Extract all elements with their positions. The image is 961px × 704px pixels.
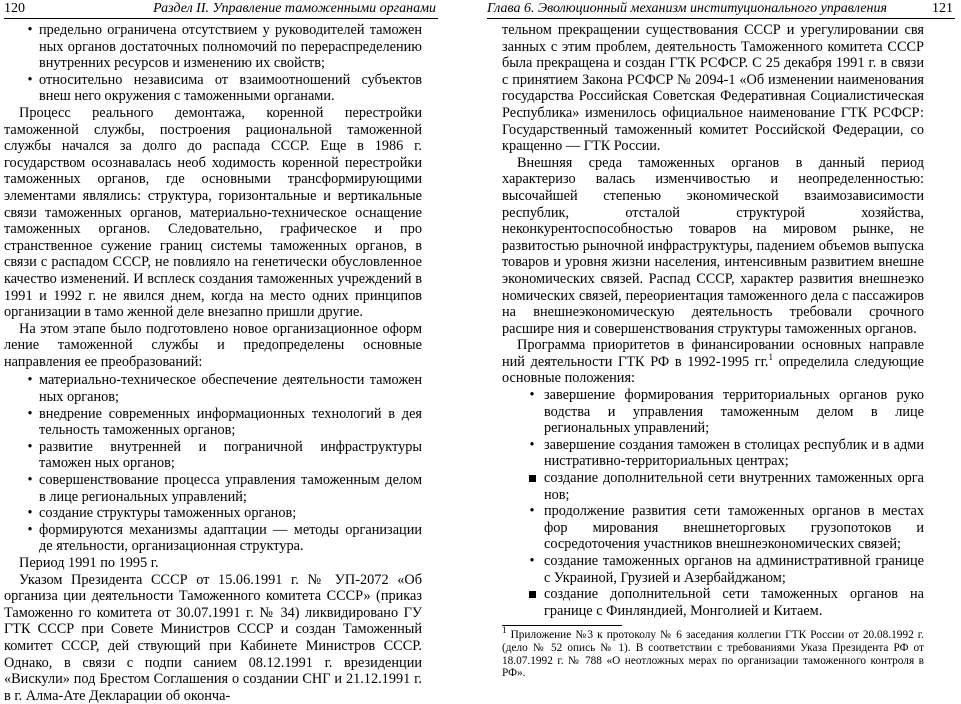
list-item: • совершенствование процесса управления таможенным делом в лице региональных управлений; [27, 472, 422, 505]
right-page-body [502, 22, 924, 680]
left-paragraph-3: Указом Президента СССР от 15.06.1991 г. № УП-2072 «Об организа ции деятельности Таможенного комитета СССР» (приказ Таможенно го комитета от 30.07.1991 г. № 34) ликвидировано ГУ ГТК СССР при Совете Министров СССР и создан Таможенный комитет СССР, дей ствующий при Кабинете Министров СССР. Однако, в связи с подпи санием 08.12.1991 г. врезиденции «Вискули» под Брестом Соглашения о создании СНГ и 21.12.1991 г. в г. Алма-Ате Декларации об оконча- [4, 571, 422, 704]
list-item: создание дополнительной сети таможенных органов на границе с Финляндией, Монголией и Китаем. [502, 586, 924, 619]
right-page-number: 121 [932, 1, 953, 16]
list-item: • развитие внутренней и пограничной инфраструктуры таможен ных органов; [27, 438, 422, 472]
left-page-header [4, 0, 438, 19]
square-bullet-icon [526, 586, 538, 603]
list-item: • завершение формирования территориальных органов руко водства и управления таможенным делом в лице региональных управлений; [502, 387, 924, 437]
list-item: • завершение создания таможен в столицах республик и в адми нистративно-территориальных центрах; [502, 437, 924, 470]
right-running-head: Глава 6. Эволюционный механизм институционального управления [487, 1, 888, 16]
bullet-icon: • [529, 387, 535, 404]
list-item: • предельно ограничена отсутствием у руководителей таможен ных органов достаточных полномочий по перераспределению внутренних ресурсов и изменению их свойств; [27, 22, 422, 72]
square-bullet-icon [526, 470, 538, 487]
list-item: • создание таможенных органов на административной границе с Украиной, Грузией и Азербайджаном; [502, 553, 924, 586]
right-bullets [502, 387, 924, 619]
right-paragraph-2: Внешняя среда таможенных органов в данный период характеризо валась изменчивостью и неопределенностью: высочайшей степенью экономической взаимозависимости республик, отсталой структурой хозяйства, неконкурентоспособностью товаров на мировом рынке, не развитостью рыночной инфраструктуры, падением объемов выпуска товаров и уровня жизни населения, интенсивным развитием внешне экономических связей. Распад СССР, характер развития внешнеэко номических связей, переориентация таможенного дела с пассажиров на внешнеэкономическую деятельность требовали срочного расшире ния и совершенствования структуры таможенных органов. [502, 154, 924, 337]
footnote: $^1$ Приложение №3 к протоколу № 6 заседания коллегии ГТК России от 20.08.1992 г. (дело № 52 опись № 1). В соответствии с требованиями Указа Президента РФ от 18.07.1992 г. № 788 «О неотложных мерах по организации таможенного контроля в РФ». [502, 625, 924, 680]
left-paragraph-2: На этом этапе было подготовлено новое организационное оформ ление таможенной службы и предопределены основные направления ее преобразований: [4, 320, 422, 370]
footnote-divider [502, 625, 622, 626]
left-page-body [4, 22, 422, 704]
left-paragraph-1: Процесс реального демонтажа, коренной перестройки таможенной службы, построения рациональной таможенной службы начался за долго до распада СССР. Еще в 1986 г. государством осознавалась необ ходимость коренной перестройки таможенных органов, где основными трансформирующими элементами являлись: структура, горизонтальные и вертикальные связи таможенных органов, материально-техническое оснащение таможенных органов. Следовательно, графическое и про странственное сужение границ системы таможенных органов, в связи с распадом СССР, не повлияло на генетически обусловленное качество изменений. И всплеск создания таможенных учреждений в 1991 и 1992 г. не явился днем, когда на место одних принципов организации в тамо женной деле внезапно пришли другие. [4, 104, 422, 321]
bullet-icon: • [529, 436, 535, 453]
bullet-icon: • [529, 553, 535, 569]
left-page [0, 0, 474, 704]
left-running-head: Раздел II. Управление таможенными органами [153, 1, 436, 16]
list-item: • материально-техническое обеспечение деятельности таможен ных органов; [27, 372, 422, 406]
left-bullets-mid [4, 372, 422, 555]
right-page-header [487, 0, 955, 19]
footnote-ref: 1 [768, 352, 773, 363]
list-item: • создание структуры таможенных органов; [27, 505, 297, 522]
list-item: • продолжение развития сети таможенных органов в местах фор мирования внешнеторговых грузопотоков и сосредоточения участников внешнеэкономических связей; [502, 503, 924, 553]
right-paragraph-1: тельном прекращении существования СССР и урегулировании свя занных с этим проблем, деятельность Таможенного комитета СССР была прекращена и создан ГТК РСФСР. С 25 декабря 1991 г. в связи с принятием Закона РСФСР № 2094-1 «Об изменении наименования государства Российская Советская Федеративная Социалистическая Республика» изменилось официальное наименование ГТК РСФСР: Государственный таможенный комитет Российской Федерации, со кращенно — ГТК России. [502, 22, 924, 155]
left-bullets-top [4, 22, 422, 105]
right-paragraph-3: Программа приоритетов в финансировании основных направле ний деятельности ГТК РФ в 1992-1995 гг.$^1$ определила следующие основные положения: [502, 337, 924, 387]
list-item: создание дополнительной сети внутренних таможенных орга нов; [502, 470, 924, 503]
right-page [487, 0, 961, 680]
left-page-number: 120 [4, 1, 25, 16]
list-item: • внедрение современных информационных технологий в дея тельность таможенных органов; [27, 405, 422, 439]
list-item: • формируются механизмы адаптации — методы организации де ятельности, организационная структура. [27, 521, 422, 555]
left-period-line: Период 1991 по 1995 г. [19, 555, 159, 571]
list-item: • относительно независима от взаимоотношений субъектов внеш него окружения с таможенными органами. [27, 71, 422, 105]
bullet-icon: • [529, 503, 535, 520]
